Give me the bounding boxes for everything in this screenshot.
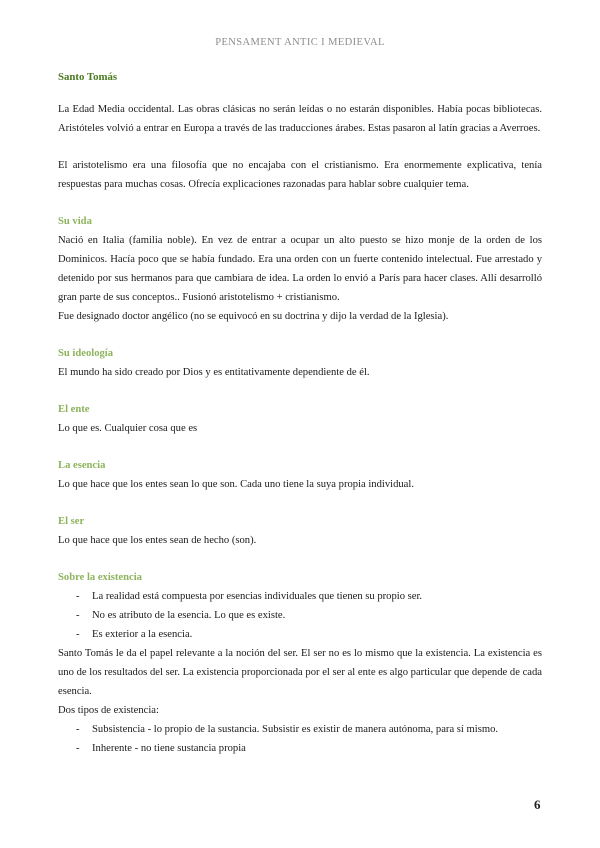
page-header: PENSAMENT ANTIC I MEDIEVAL	[215, 37, 385, 48]
dash-bullet: -	[76, 743, 80, 754]
heading-el-ser: El ser	[58, 516, 85, 527]
heading-su-ideologia: Su ideología	[58, 348, 114, 359]
list-item: - Inherente - no tiene sustancia propia	[58, 739, 542, 758]
document-body	[58, 68, 542, 758]
intro-paragraph-2: El aristotelismo era una filosofía que no encajaba con el cristianismo. Era enormemente explicativa, tenía respuestas para muchas cosas. Ofrecía explicaciones razonadas para hablar sobre cualquier tema.	[58, 160, 542, 190]
existencia-list	[58, 587, 542, 644]
su-ideologia-text: El mundo ha sido creado por Dios y es entitativamente dependiente de él.	[58, 367, 370, 378]
list-item: - La realidad está compuesta por esencias individuales que tienen su propio ser.	[58, 587, 542, 606]
intro-paragraph-1: La Edad Media occidental. Las obras clásicas no serán leídas o no estarán disponibles. Había pocas bibliotecas. Aristóteles volvió a entrar en Europa a través de las traducciones árabes. Estas pasaron al latín gracias a Averroes.	[58, 104, 542, 134]
list-item: - Es exterior a la esencia.	[58, 625, 542, 644]
section-title: Santo Tomás	[58, 71, 118, 83]
existencia-paragraph: Santo Tomás le da el papel relevante a la noción del ser. El ser no es lo mismo que la existencia. La existencia es uno de los resultados del ser. La existencia proporcionada por el ser al ente es algo particular que depende de cada esencia.	[58, 648, 542, 697]
la-esencia-text: Lo que hace que los entes sean lo que son. Cada uno tiene la suya propia individual.	[58, 479, 414, 490]
page-number: 6	[534, 797, 541, 812]
list-item: - Subsistencia - lo propio de la sustancia. Subsistir es existir de manera autónoma, para sí mismo.	[58, 720, 542, 739]
dash-bullet: -	[76, 610, 80, 621]
el-ser-text: Lo que hace que los entes sean de hecho (son).	[58, 535, 257, 546]
dash-bullet: -	[76, 591, 80, 602]
su-vida-paragraph-2: Fue designado doctor angélico (no se equivocó en su doctrina y dijo la verdad de la Iglesia).	[58, 311, 449, 322]
heading-el-ente: El ente	[58, 404, 90, 415]
existencia-types-label: Dos tipos de existencia:	[58, 705, 159, 716]
dash-bullet: -	[76, 724, 80, 735]
list-item: - No es atributo de la esencia. Lo que es existe.	[58, 606, 542, 625]
heading-la-esencia: La esencia	[58, 460, 106, 471]
heading-su-vida: Su vida	[58, 216, 92, 227]
el-ente-text: Lo que es. Cualquier cosa que es	[58, 423, 198, 434]
su-vida-paragraph-1: Nació en Italia (familia noble). En vez de entrar a ocupar un alto puesto se hizo monje de la orden de los Dominicos. Hacía poco que se había fundado. Era una orden con un fuerte contenido intelectual. Fue arrestado y detenido por sus hermanos para que cambiara de idea. La orden lo envió a París para hacer clases. Allí desarrolló gran parte de sus conceptos.. Fusionó aristotelismo + cristianismo.	[58, 235, 542, 303]
dash-bullet: -	[76, 629, 80, 640]
existencia-types-list	[58, 720, 542, 758]
heading-sobre-la-existencia: Sobre la existencia	[58, 572, 142, 583]
